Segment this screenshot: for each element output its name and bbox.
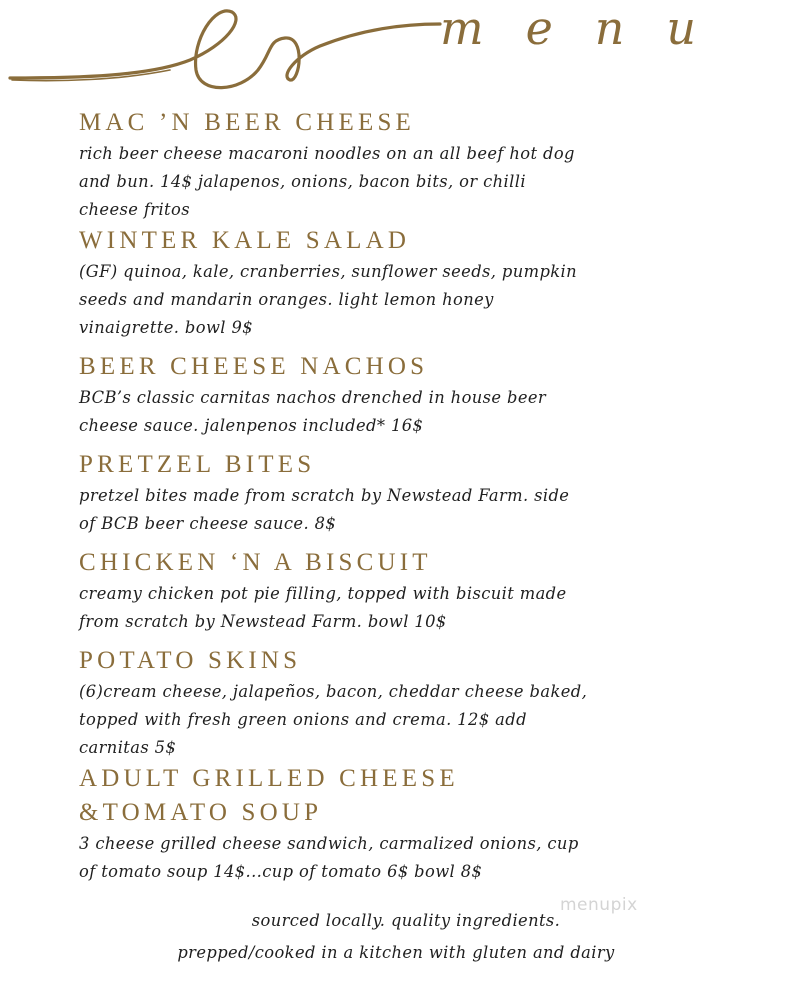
menu-item: [79, 224, 719, 342]
footer-allergen-note: prepped/cooked in a kitchen with gluten and dairy: [177, 943, 615, 962]
footer-sourcing-note: sourced locally. quality ingredients.: [251, 911, 561, 930]
menu-item: [79, 762, 719, 886]
item-name: MAC ’N BEER CHEESE: [79, 109, 416, 136]
menu-list: [79, 106, 719, 886]
menu-item: [79, 448, 719, 538]
watermark-logo: menupix: [560, 895, 638, 915]
item-name: BEER CHEESE NACHOS: [79, 353, 429, 380]
flourish-swirl-line: [10, 11, 440, 88]
item-description: (GF) quinoa, kale, cranberries, sunflower seeds, pumpkin seeds and mandarin oranges. light lemon honey vinaigrette. bowl 9$: [79, 262, 578, 337]
item-name: PRETZEL BITES: [79, 451, 316, 478]
item-description: creamy chicken pot pie filling, topped with biscuit made from scratch by Newstead Farm. bowl 10$: [79, 584, 567, 631]
item-description: rich beer cheese macaroni noodles on an all beef hot dog and bun. 14$ jalapenos, onions, bacon bits, or chilli cheese fritos: [79, 144, 575, 219]
page-title: menu: [440, 1, 700, 55]
footer: [0, 905, 792, 969]
menu-item: [79, 546, 719, 636]
item-name: POTATO SKINS: [79, 647, 302, 674]
menu-item: [79, 350, 719, 440]
item-name: ADULT GRILLED CHEESE &TOMATO SOUP: [79, 765, 459, 826]
item-description: (6)cream cheese, jalapeños, bacon, cheddar cheese baked, topped with fresh green onions and crema. 12$ add carnitas 5$: [79, 682, 588, 757]
item-name: CHICKEN ‘N A BISCUIT: [79, 549, 432, 576]
item-description: 3 cheese grilled cheese sandwich, carmalized onions, cup of tomato soup 14$...cup of tomato 6$ bowl 8$: [79, 834, 579, 881]
item-name: WINTER KALE SALAD: [79, 227, 411, 254]
menu-item: [79, 644, 719, 762]
header-flourish: [0, 0, 792, 100]
item-description: BCB’s classic carnitas nachos drenched in house beer cheese sauce. jalenpenos included* 16$: [79, 388, 547, 435]
item-description: pretzel bites made from scratch by Newstead Farm. side of BCB beer cheese sauce. 8$: [79, 486, 570, 533]
menu-item: [79, 106, 719, 224]
